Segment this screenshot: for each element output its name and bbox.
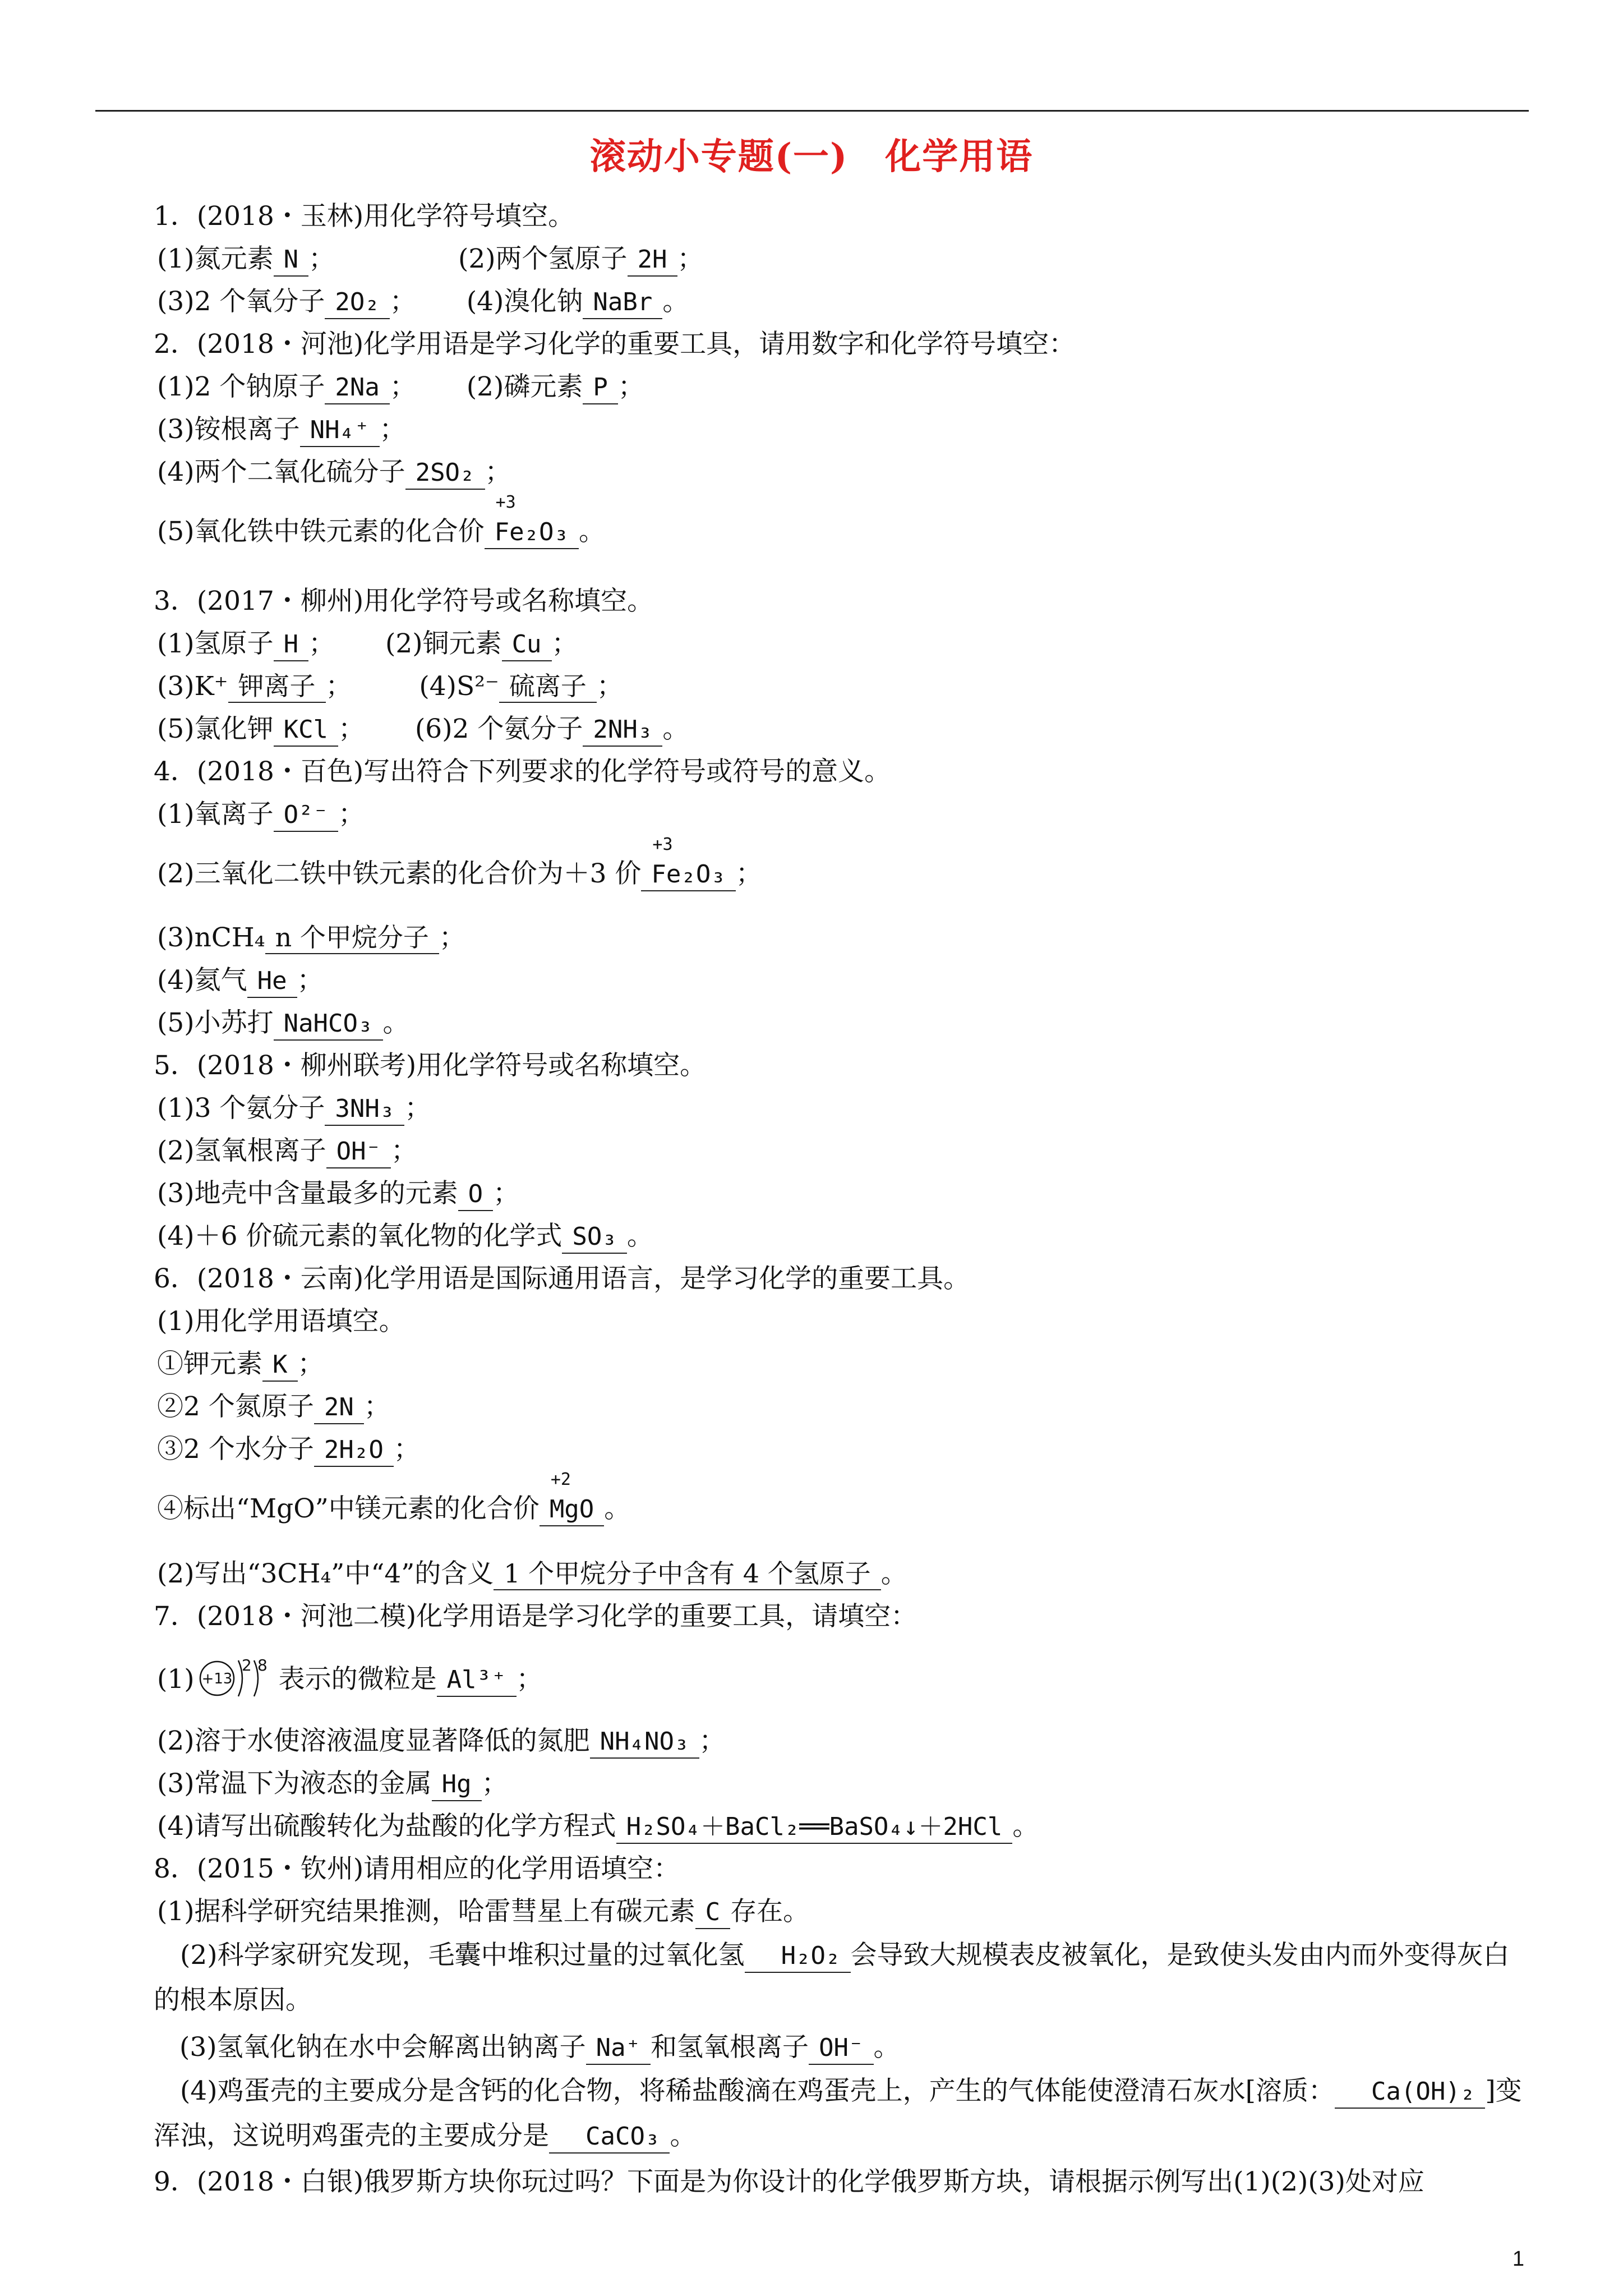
q2-e-formula: Fe₂O₃	[494, 518, 569, 546]
q3-e-answer: KCl	[274, 714, 338, 747]
q4-d-prompt: (4)氦气	[157, 965, 247, 996]
q4-a-answer: O²⁻	[274, 799, 338, 832]
q2-d-prompt: (4)两个二氧化硫分子	[157, 457, 405, 487]
q5-a-prompt: (1)3 个氨分子	[157, 1093, 325, 1124]
q1-d-punct: 。	[662, 286, 689, 317]
q3-e-prompt: (5)氯化钾	[157, 714, 274, 744]
question-5-heading: 5．(2018・柳州联考)用化学符号或名称填空。	[154, 1050, 707, 1081]
q3-b-prompt: (2)铜元素	[385, 628, 502, 659]
question-6-row-4	[157, 1471, 1525, 1546]
question-1-heading: 1．(2018・玉林)用化学符号填空。	[154, 201, 575, 232]
q1-a-punct: ；	[308, 243, 335, 274]
q3-f-punct: 。	[662, 714, 689, 744]
question-8-row-1	[157, 1890, 1525, 1933]
atom-structure-diagram	[195, 1656, 279, 1701]
q2-a-prompt: (1)2 个钠原子	[157, 371, 325, 402]
question-3-heading: 3．(2017・柳州)用化学符号或名称填空。	[154, 586, 654, 616]
q2-e-punct: 。	[579, 516, 606, 547]
question-2-heading: 2．(2018・河池)化学用语是学习化学的重要工具，请用数字和化学符号填空：	[154, 329, 1076, 360]
question-6-row-1	[157, 1343, 1525, 1386]
q6-c-punct: ；	[393, 1434, 420, 1465]
question-2-row-4	[157, 494, 1525, 569]
q3-b-punct: ；	[551, 628, 578, 659]
q8-c-prompt: (3)氢氧化钠在水中会解离出钠离子	[179, 2032, 586, 2063]
q3-e-punct: ；	[338, 714, 365, 744]
question-3-row-2	[157, 665, 1525, 708]
q6-a-answer: K	[262, 1349, 298, 1382]
question-2-row-1	[157, 366, 1525, 408]
q6-b-prompt: ②2 个氮原子	[157, 1391, 314, 1422]
q2-e-valence: +3	[495, 493, 516, 512]
q1-b-answer: 2H	[628, 244, 677, 277]
q3-f-answer: 2NH₃	[583, 714, 662, 747]
q5-a-answer: 3NH₃	[325, 1093, 404, 1126]
q7-a-punct: ；	[516, 1664, 543, 1695]
q5-c-answer: O	[458, 1179, 494, 1211]
question-6-row-2	[157, 1386, 1525, 1428]
question-4-row-2	[157, 836, 1525, 911]
q8-a-prompt: (1)据科学研究结果推测，哈雷彗星上有碳元素	[157, 1896, 695, 1927]
question-8-row-3	[179, 2026, 1525, 2069]
question-4-heading: 4．(2018・百色)写出符合下列要求的化学符号或符号的意义。	[154, 756, 891, 787]
top-rule	[95, 110, 1529, 112]
q7-a-answer: Al³⁺	[437, 1664, 517, 1697]
q6-c-answer: 2H₂O	[314, 1434, 394, 1467]
q7-d-answer: H₂SO₄＋BaCl₂══BaSO₄↓＋2HCl	[616, 1811, 1013, 1844]
q3-a-punct: ；	[308, 628, 335, 659]
q8-d-answer-2: CaCO₃	[549, 2121, 670, 2154]
nucleus-charge: +13	[201, 1671, 233, 1687]
q5-d-prompt: (4)＋6 价硫元素的氧化物的化学式	[157, 1221, 562, 1251]
q2-e-prompt: (5)氧化铁中铁元素的化合价	[157, 516, 485, 547]
q8-d-prompt: (4)鸡蛋壳的主要成分是含钙的化合物，将稀盐酸滴在鸡蛋壳上，产生的气体能使澄清石灰水[溶质：	[180, 2076, 1335, 2106]
q4-b-formula: Fe₂O₃	[651, 860, 726, 889]
q6-b-punct: ；	[363, 1391, 390, 1422]
question-5-row-3	[157, 1172, 1525, 1215]
question-6-row-5	[157, 1553, 1525, 1595]
question-7-heading: 7．(2018・河池二模)化学用语是学习化学的重要工具，请填空：	[154, 1601, 917, 1632]
atom-structure-svg	[195, 1656, 279, 1706]
q6-e-answer: 1 个甲烷分子中含有 4 个氢原子	[494, 1558, 880, 1590]
q6-d-punct: 。	[604, 1493, 631, 1524]
q1-c-prompt: (3)2 个氧分子	[157, 286, 325, 317]
q1-b-prompt: (2)两个氢原子	[458, 243, 628, 274]
q6-e-prompt: (2)写出“3CH₄”中“4”的含义	[157, 1558, 494, 1589]
q3-a-prompt: (1)氢原子	[157, 628, 274, 659]
q4-b-answer	[641, 835, 735, 891]
q1-a-answer: N	[274, 244, 309, 277]
q4-c-answer: n 个甲烷分子	[265, 922, 439, 954]
question-5-row-4	[157, 1215, 1525, 1258]
q6-d-formula: MgO	[549, 1495, 594, 1524]
q1-c-punct: ；	[389, 286, 416, 317]
question-1-row-2	[157, 280, 1525, 323]
question-3-row-1	[157, 623, 1525, 665]
q1-d-answer: NaBr	[583, 287, 662, 319]
q1-a-prompt: (1)氮元素	[157, 243, 274, 274]
q7-d-punct: 。	[1012, 1811, 1039, 1842]
question-2-row-2	[157, 408, 1525, 451]
question-6-heading: 6．(2018・云南)化学用语是国际通用语言，是学习化学的重要工具。	[154, 1263, 970, 1294]
q2-b-answer: P	[583, 372, 618, 404]
q7-b-prompt: (2)溶于水使溶液温度显著降低的氮肥	[157, 1726, 590, 1756]
q2-c-prompt: (3)铵根离子	[157, 414, 300, 445]
q2-d-punct: ；	[485, 457, 511, 487]
q7-d-prompt: (4)请写出硫酸转化为盐酸的化学方程式	[157, 1811, 616, 1842]
shell-2-electrons: 8	[257, 1656, 268, 1674]
q8-d-punct: 。	[670, 2120, 697, 2151]
q6-b-answer: 2N	[314, 1392, 364, 1424]
q2-e-answer	[485, 493, 579, 549]
q8-c-answer-2: OH⁻	[809, 2032, 873, 2065]
question-4-row-4	[157, 959, 1525, 1002]
q4-d-punct: ；	[297, 965, 324, 996]
question-5-row-1	[157, 1087, 1525, 1130]
q8-a-suffix: 存在。	[730, 1896, 810, 1927]
q3-c-answer: 钾离子	[228, 670, 326, 703]
q3-a-answer: H	[274, 629, 309, 661]
question-3-row-3	[157, 708, 1525, 751]
question-8-heading: 8．(2015・钦州)请用相应的化学用语填空：	[154, 1853, 680, 1884]
question-7-row-3	[157, 1763, 1525, 1805]
q5-d-punct: 。	[626, 1221, 653, 1251]
q8-a-answer: C	[695, 1897, 731, 1929]
q3-b-answer: Cu	[502, 629, 552, 661]
question-4-row-3	[157, 917, 1525, 959]
q4-b-prompt: (2)三氧化二铁中铁元素的化合价为＋3 价	[157, 858, 642, 889]
q7-c-prompt: (3)常温下为液态的金属	[157, 1768, 432, 1799]
q7-b-punct: ；	[699, 1726, 726, 1756]
q3-c-prompt: (3)K⁺	[157, 671, 228, 702]
q6-d-answer	[540, 1470, 604, 1526]
q4-b-punct: ；	[735, 858, 762, 889]
q1-d-prompt: (4)溴化钠	[466, 286, 583, 317]
q7-a-prompt: (1)	[157, 1664, 195, 1695]
worksheet-body	[154, 195, 1525, 2203]
q7-b-answer: NH₄NO₃	[590, 1726, 699, 1759]
q4-d-answer: He	[247, 965, 297, 998]
q5-a-punct: ；	[404, 1093, 431, 1124]
shell-1-electrons: 2	[241, 1656, 252, 1674]
q4-e-prompt: (5)小苏打	[157, 1007, 274, 1038]
q3-c-punct: ；	[325, 671, 352, 702]
question-8-row-4	[154, 2069, 1525, 2159]
q2-c-answer: NH₄⁺	[300, 415, 380, 447]
page-number: 1	[1512, 2247, 1524, 2271]
q2-b-punct: ；	[617, 371, 644, 402]
q2-a-punct: ；	[389, 371, 416, 402]
q1-b-punct: ；	[677, 243, 704, 274]
question-2-row-3	[157, 451, 1525, 494]
q7-c-punct: ；	[481, 1768, 508, 1799]
question-7-row-1	[157, 1638, 1525, 1720]
question-7-row-2	[157, 1720, 1525, 1763]
q4-a-punct: ；	[338, 799, 365, 830]
q4-b-valence: +3	[652, 835, 673, 854]
q4-c-punct: ；	[439, 922, 465, 953]
q8-d-answer: Ca(OH)₂	[1335, 2076, 1485, 2109]
question-4-row-5	[157, 1002, 1525, 1045]
q3-f-prompt: (6)2 个氨分子	[414, 714, 583, 744]
question-4-row-1	[157, 793, 1525, 836]
page-title: 滚动小专题(一) 化学用语	[589, 136, 1034, 178]
q3-d-prompt: (4)S²⁻	[419, 671, 499, 702]
q6-a-punct: ；	[297, 1349, 324, 1379]
question-6-sub-1: (1)用化学用语填空。	[157, 1306, 405, 1337]
question-5-row-2	[157, 1130, 1525, 1172]
q5-c-prompt: (3)地壳中含量最多的元素	[157, 1178, 458, 1209]
question-6-row-3	[157, 1428, 1525, 1471]
question-7-row-4	[157, 1805, 1525, 1848]
q2-a-answer: 2Na	[325, 372, 389, 404]
q2-b-prompt: (2)磷元素	[466, 371, 583, 402]
q5-d-answer: SO₃	[562, 1221, 626, 1254]
q5-b-punct: ；	[391, 1135, 418, 1166]
q6-a-prompt: ①钾元素	[157, 1349, 262, 1379]
q6-d-valence: +2	[550, 1470, 571, 1489]
q8-d-mid: ]变浑浊，这说明鸡蛋壳的主要成分是	[154, 2076, 1522, 2151]
q4-e-punct: 。	[382, 1007, 409, 1038]
q5-b-answer: OH⁻	[326, 1136, 391, 1168]
q6-c-prompt: ③2 个水分子	[157, 1434, 314, 1465]
q8-b-answer: H₂O₂	[745, 1940, 851, 1973]
q6-d-prompt: ④标出“MgO”中镁元素的化合价	[157, 1493, 540, 1524]
q2-c-punct: ；	[379, 414, 406, 445]
question-8-row-2	[154, 1933, 1525, 2023]
q7-c-answer: Hg	[432, 1769, 482, 1801]
q6-e-punct: 。	[880, 1558, 907, 1589]
q7-a-mid: 表示的微粒是	[278, 1664, 437, 1695]
q4-e-answer: NaHCO₃	[274, 1008, 383, 1041]
q1-c-answer: 2O₂	[325, 287, 389, 319]
q8-b-suffix: 会导致大规模表皮被氧化，是致使头发由内而外变得灰白的根本原因。	[154, 1940, 1510, 2016]
q5-c-punct: ；	[493, 1178, 520, 1209]
q8-b-prompt: (2)科学家研究发现，毛囊中堆积过量的过氧化氢	[180, 1940, 745, 1971]
q8-c-mid: 和氢氧根离子	[651, 2032, 809, 2063]
q5-b-prompt: (2)氢氧根离子	[157, 1135, 326, 1166]
q4-a-prompt: (1)氧离子	[157, 799, 274, 830]
q8-c-answer: Na⁺	[586, 2032, 651, 2065]
q2-d-answer: 2SO₂	[405, 457, 485, 490]
question-9-heading: 9．(2018・白银)俄罗斯方块你玩过吗？下面是为你设计的化学俄罗斯方块，请根据示例写出(1)(2)(3)处对应	[154, 2166, 1424, 2197]
q3-d-punct: ；	[596, 671, 623, 702]
q3-d-answer: 硫离子	[499, 670, 597, 703]
q4-c-prompt: (3)nCH₄	[157, 922, 265, 953]
q8-c-punct: 。	[873, 2032, 900, 2063]
question-1-row-1	[157, 238, 1525, 280]
